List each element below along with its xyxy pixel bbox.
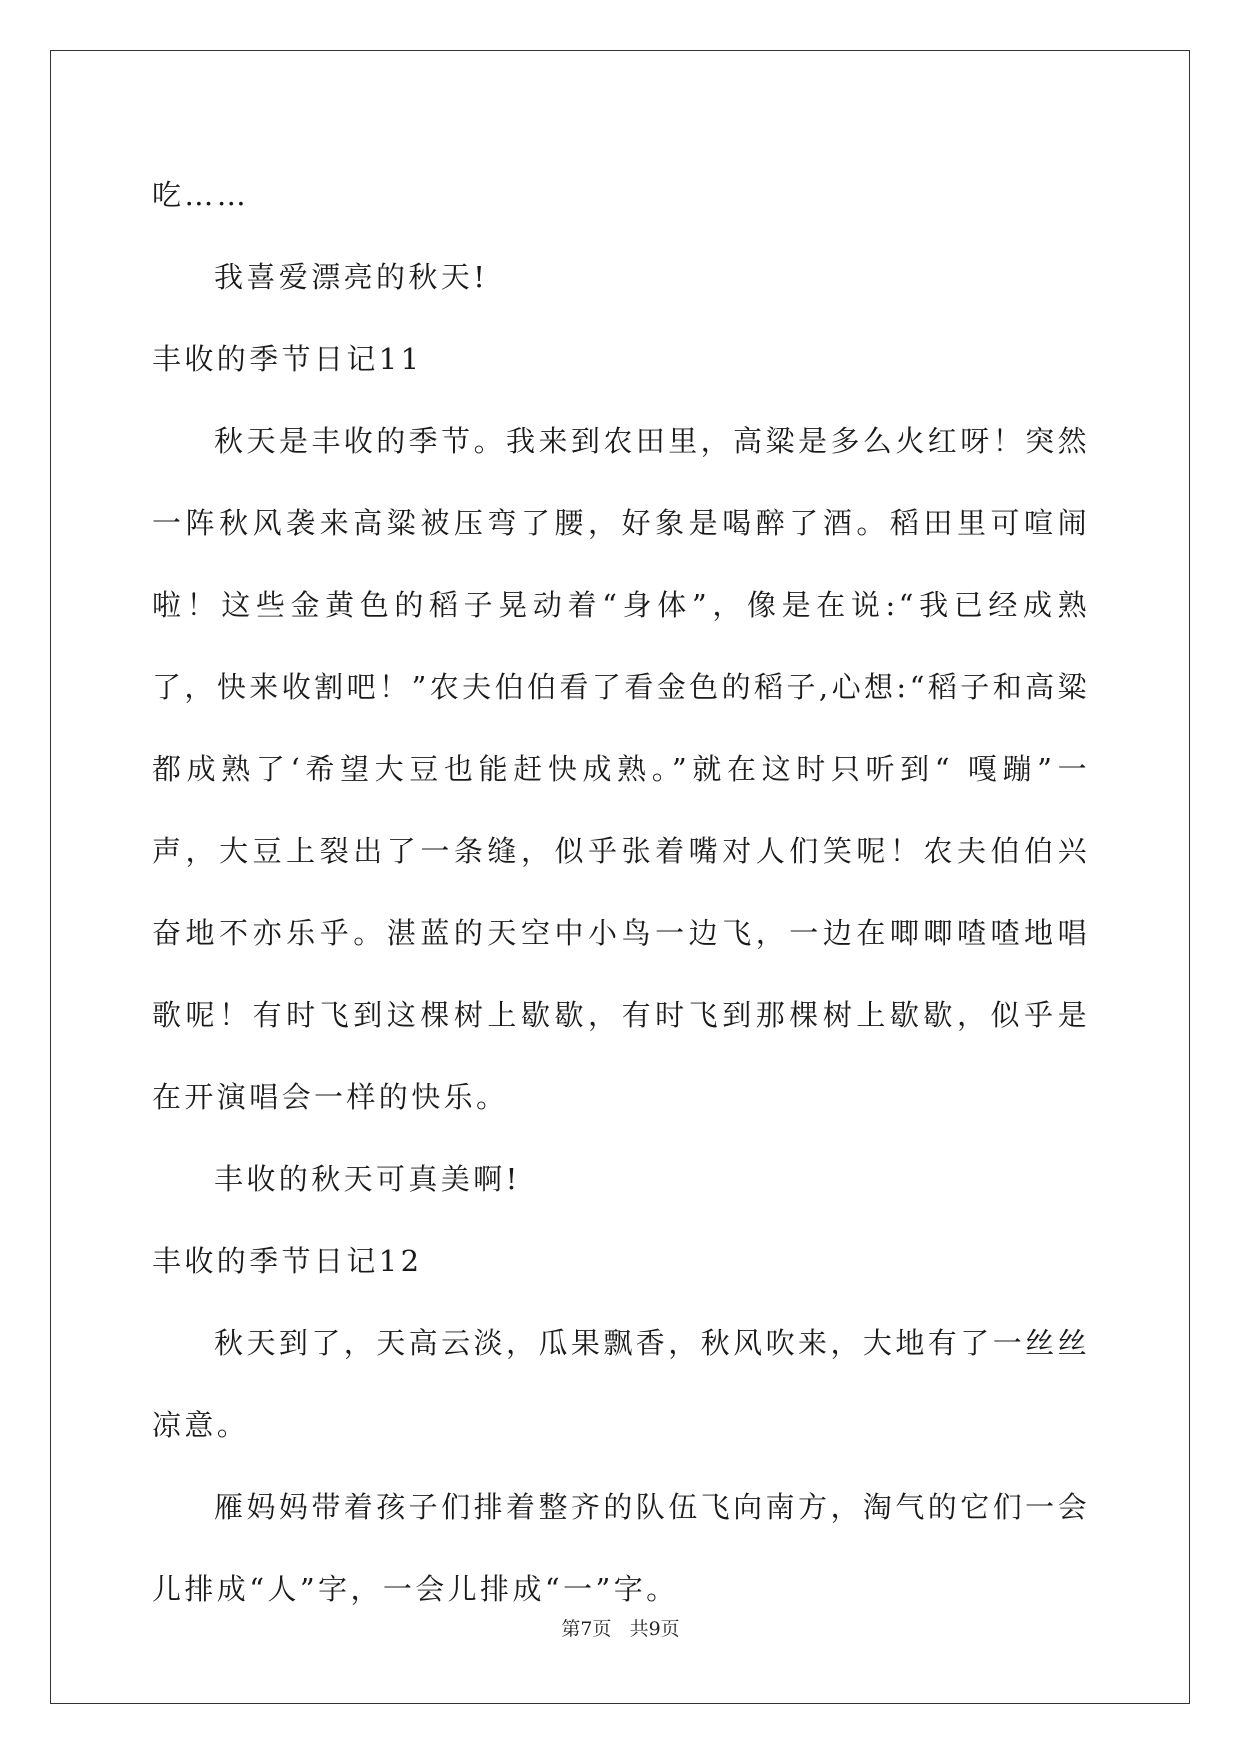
page-total: 共9页 — [629, 1618, 680, 1640]
paragraph: 吃…… — [152, 178, 250, 212]
paragraph: 我喜爱漂亮的秋天! — [214, 260, 489, 294]
document-body — [152, 154, 1090, 1630]
section-heading: 丰收的季节日记11 — [152, 342, 423, 376]
page-number: 第7页 — [561, 1618, 612, 1640]
section-heading: 丰收的季节日记12 — [152, 1244, 423, 1278]
paragraph: 秋天是丰收的季节。我来到农田里，高粱是多么火红呀！突然一阵秋风袭来高粱被压弯了腰，好象是喝醉了酒。稻田里可喧闹啦！这些金黄色的稻子晃动着“身体”，像是在说:“我已经成熟了，快来收割吧！”农夫伯伯看了看金色的稻子,心想:“稻子和高粱都成熟了‘希望大豆也能赶快成熟。”就在这时只听到“ 嘎蹦”一声，大豆上裂出了一条缝，似乎张着嘴对人们笑呢！农夫伯伯兴奋地不亦乐乎。湛蓝的天空中小鸟一边飞，一边在唧唧喳喳地唱歌呢！有时飞到这棵树上歇歇，有时飞到那棵树上歇歇，似乎是在开演唱会一样的快乐。 — [152, 424, 1090, 1114]
paragraph: 丰收的秋天可真美啊! — [214, 1162, 521, 1196]
paragraph: 秋天到了，天高云淡，瓜果飘香，秋风吹来，大地有了一丝丝凉意。 — [152, 1326, 1090, 1442]
page-footer — [0, 1617, 1241, 1641]
paragraph: 雁妈妈带着孩子们排着整齐的队伍飞向南方，淘气的它们一会儿排成“人”字，一会儿排成“一”字。 — [152, 1490, 1090, 1606]
